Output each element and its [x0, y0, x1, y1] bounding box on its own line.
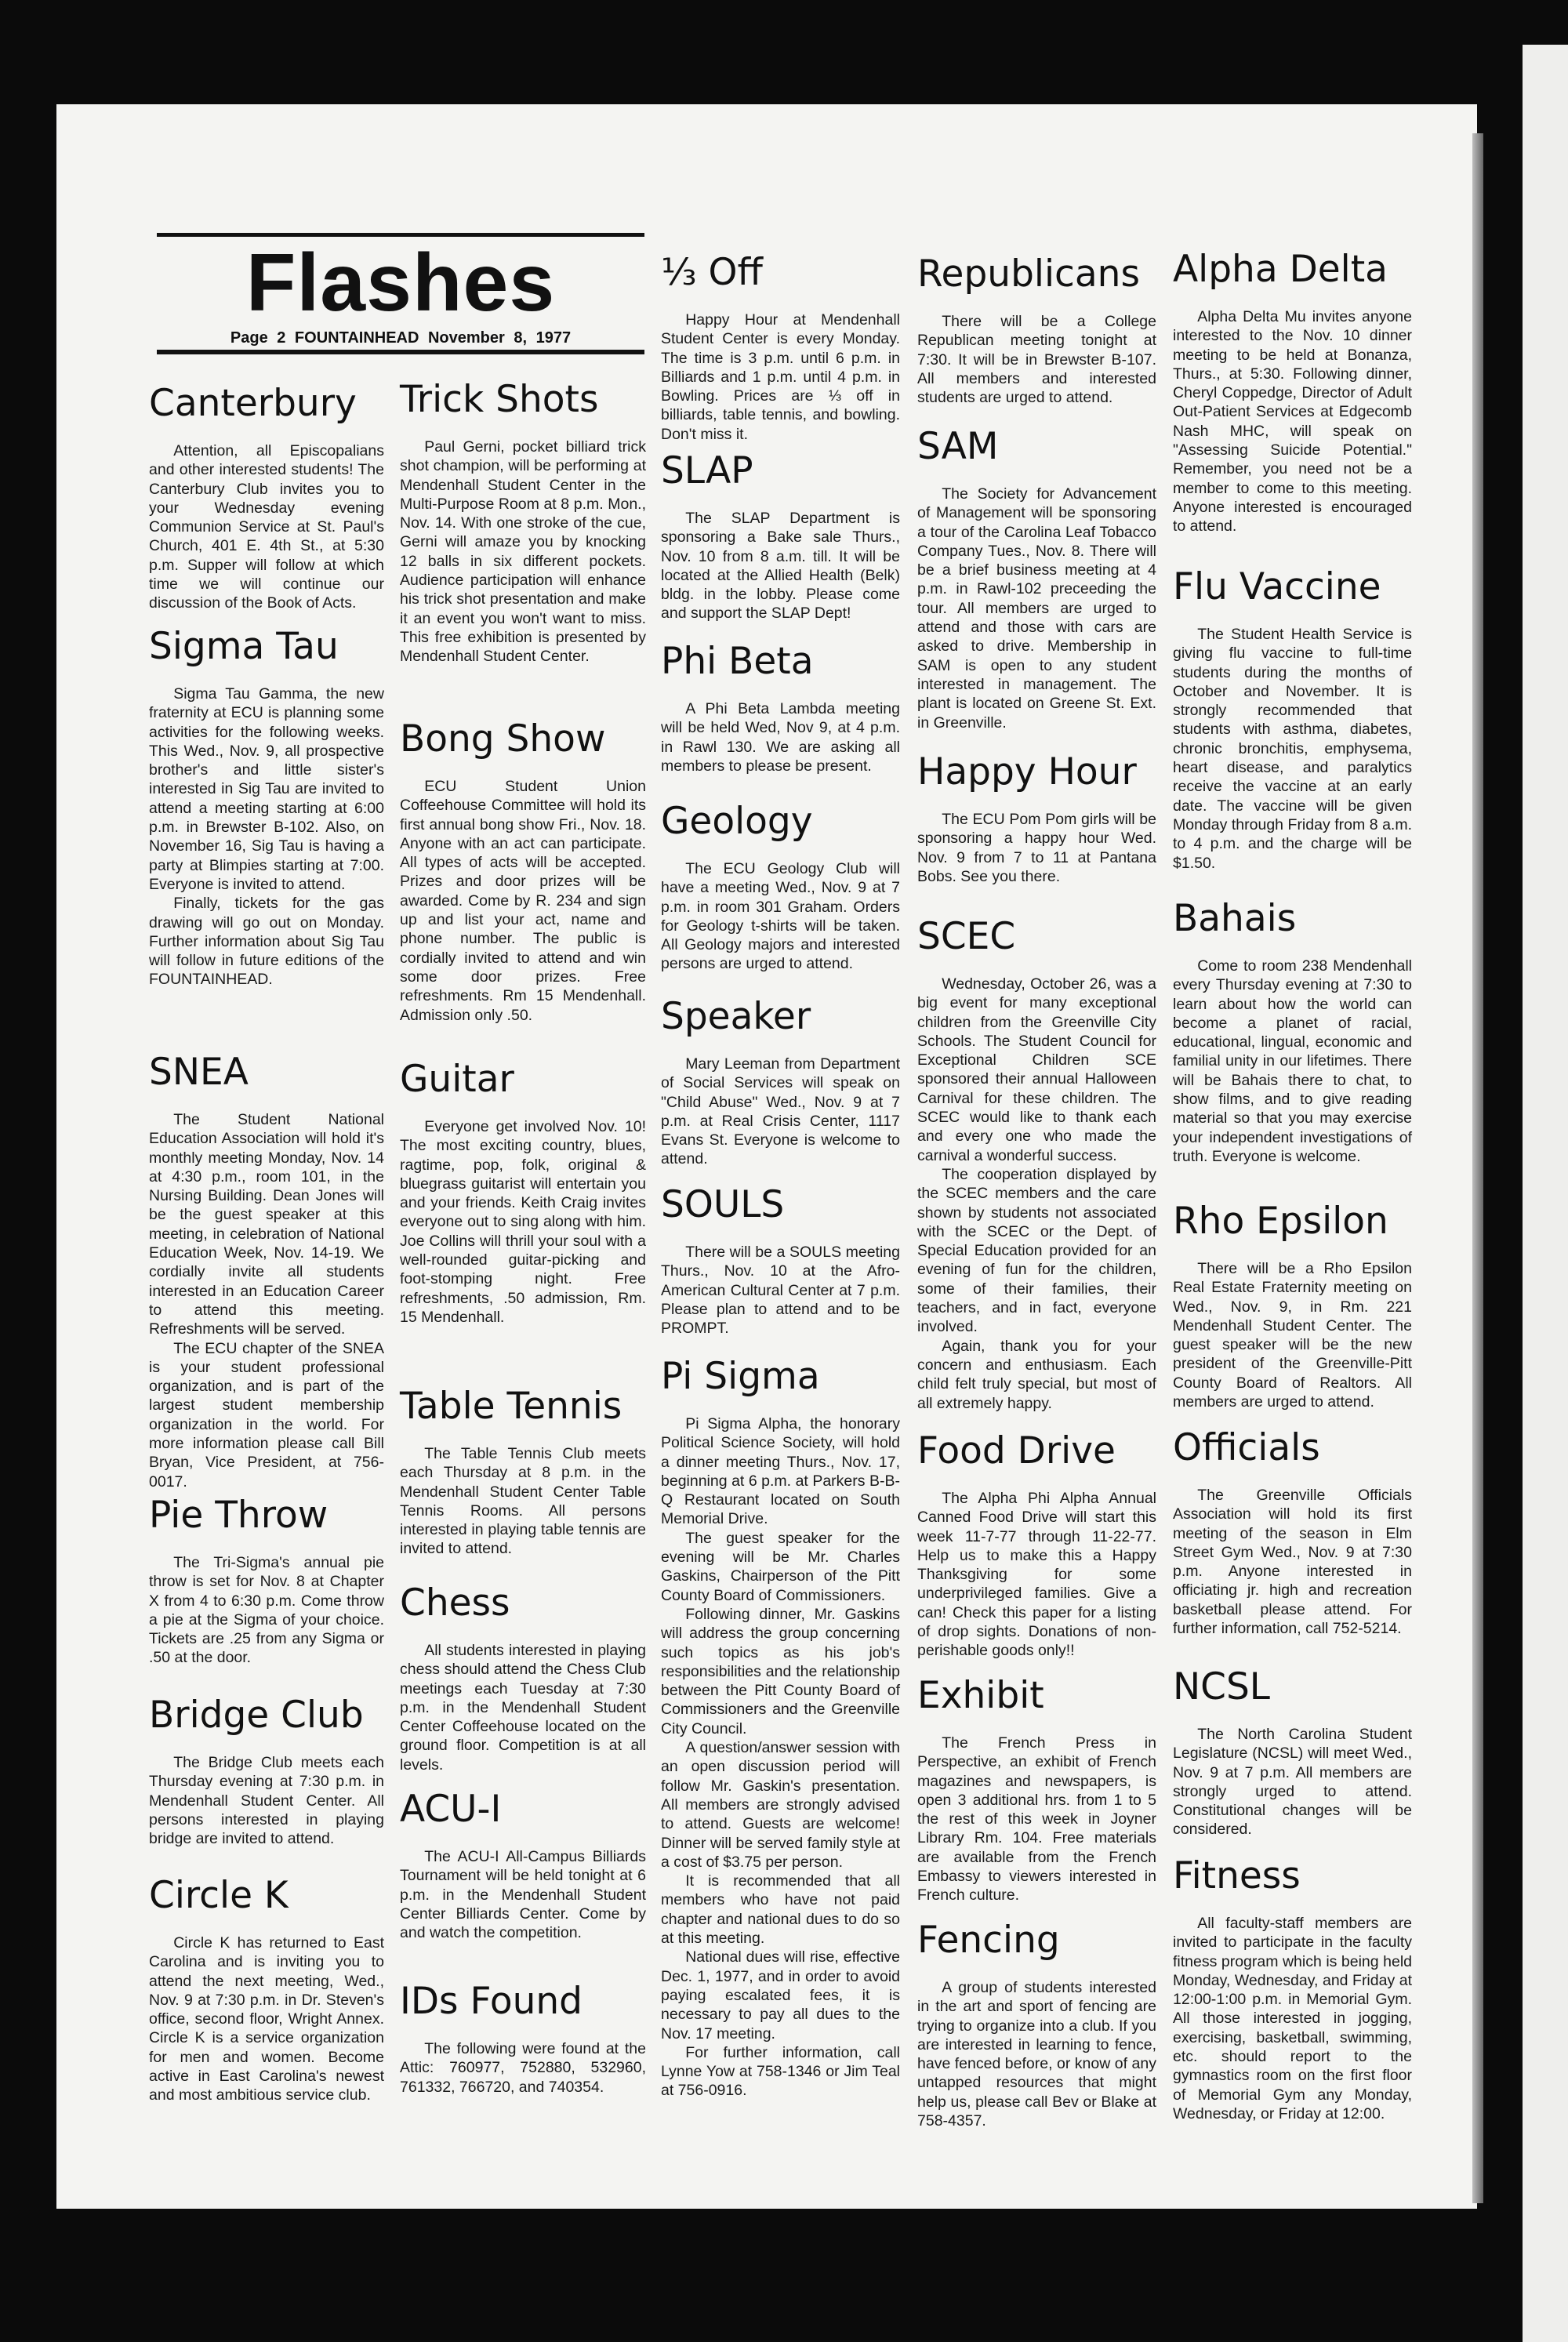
article-headline: Food Drive	[917, 1429, 1116, 1472]
article-paragraph: Alpha Delta Mu invites anyone interested to the Nov. 10 dinner meeting to be held at Bonanza, Thurs., at 5:30. Following dinner, Cheryl Coppedge, Director of Adult Out-Patient Services at Edgecomb Nash MHC, will speak on "Assessing Suicide Potential." Remember, you need not be a member to come to this meeting. Anyone interested is encouraged to attend.	[1173, 308, 1412, 536]
article-paragraph: For further information, call Lynne Yow at 758-1346 or Jim Teal at 756-0916.	[661, 2043, 900, 2100]
article-paragraph: The ECU chapter of the SNEA is your student professional organization, and is part of the largest student membership organization in the world. For more information please call Bill Bryan, Vice President, at 756-0017.	[149, 1339, 384, 1491]
article-paragraph: Attention, all Episcopalians and other interested students! The Canterbury Club invites you to your Wednesday evening Communion Service at St. Paul's Church, 401 E. 4th St., at 5:30 p.m. Supper will follow at which time we will continue our discussion of the Book of Acts.	[149, 442, 384, 612]
article-paragraph: The Tri-Sigma's annual pie throw is set for Nov. 8 at Chapter X from 4 to 6:30 p.m. Come throw a pie at the Sigma of your choice. Tickets are .25 from any Sigma or .50 at the door.	[149, 1554, 384, 1667]
article-sigma-tau	[149, 623, 384, 989]
article-paragraph: There will be a College Republican meeting tonight at 7:30. It will be in Brewster B-107. All members and interested students are urged to attend.	[917, 313, 1156, 407]
article-flu-vaccine	[1173, 564, 1412, 873]
masthead-bottom-rule	[157, 350, 644, 354]
article-phi-beta	[661, 638, 900, 775]
article-paragraph: The Alpha Phi Alpha Annual Canned Food Drive will start this week 11-7-77 through 11-22-77. Help us to make this a Happy Thanksgiving for some underprivileged families. Give a can! Check this paper for a listing of drop sights. Donations of non-perishable goods only!!	[917, 1490, 1156, 1660]
article-headline: Fencing	[917, 1919, 1060, 1962]
article-pie-throw	[149, 1492, 384, 1668]
article-headline: Trick Shots	[400, 378, 599, 421]
article-paragraph: Finally, tickets for the gas drawing will go out on Monday. Further information about Sig Tau will follow in future editions of the FOUNTAINHEAD.	[149, 895, 384, 989]
article-souls	[661, 1182, 900, 1338]
article-geology	[661, 798, 900, 974]
article-headline: Republicans	[917, 252, 1140, 296]
article-guitar	[400, 1056, 646, 1327]
article-bahais	[1173, 895, 1412, 1166]
article-headline: Phi Beta	[661, 640, 814, 683]
article-chess	[400, 1580, 646, 1774]
masthead-top-rule	[157, 233, 644, 237]
article-headline: Pie Throw	[149, 1494, 328, 1537]
article-paragraph: National dues will rise, effective Dec. 1, 1977, and in order to avoid paying escalated fees, it is necessary to pay all dues to the Nov. 17 meeting.	[661, 1948, 900, 2042]
article-headline: ACU-I	[400, 1788, 502, 1831]
article-paragraph: Wednesday, October 26, was a big event for many exceptional children from the Greenville City Schools. The Student Council for Exceptional Children SCE sponsored their annual Halloween Carnival for these children. The SCEC would like to thank each and every one who made the carnival a wonderful success.	[917, 975, 1156, 1164]
article-ids-found	[400, 1978, 646, 2097]
article-off	[661, 249, 900, 444]
article-happy-hour	[917, 749, 1156, 886]
article-sam	[917, 423, 1156, 732]
article-paragraph: Everyone get involved Nov. 10! The most exciting country, blues, ragtime, pop, folk, original & bluegrass guitarist will entertain you and your friends. Keith Craig invites everyone out to sing along with him. Joe Collins will thrill your soul with a well-rounded guitar-picking and foot-stomping night. Free refreshments, .50 admission, Rm. 15 Mendenhall.	[400, 1118, 646, 1326]
article-rho-epsilon	[1173, 1198, 1412, 1411]
article-paragraph: A group of students interested in the art and sport of fencing are trying to organize into a club. If you are interested in learning to fence, have fenced before, or know of any untapped resources that might help us, please call Bev or Blake at 758-4357.	[917, 1979, 1156, 2130]
article-paragraph: The Bridge Club meets each Thursday evening at 7:30 p.m. in Mendenhall Student Center. All persons interested in playing bridge are invited to attend.	[149, 1754, 384, 1848]
article-speaker	[661, 993, 900, 1169]
article-headline: Pi Sigma	[661, 1355, 820, 1398]
article-bong-show	[400, 716, 646, 1025]
article-headline: SNEA	[149, 1051, 249, 1094]
article-headline: Chess	[400, 1581, 510, 1625]
page-edge-shadow	[1472, 133, 1483, 2203]
article-slap	[661, 448, 900, 623]
section-title: Flashes	[245, 238, 556, 329]
article-paragraph: There will be a SOULS meeting Thurs., Nov. 10 at the Afro-American Cultural Center at 7 p.m. Please plan to attend and to be PROMPT.	[661, 1244, 900, 1338]
article-headline: Guitar	[400, 1058, 514, 1101]
article-circle-k	[149, 1872, 384, 2105]
article-paragraph: The cooperation displayed by the SCEC members and the care shown by students not associated with the SCEC or the Dept. of Special Education provided for an evening of fun for the children, some of their families, their teachers, and in fact, everyone involved.	[917, 1165, 1156, 1336]
article-paragraph: All students interested in playing chess should attend the Chess Club meetings each Tuesday at 7:30 p.m. in the Mendenhall Student Center Coffeehouse located on the ground floor. Competition is at all levels.	[400, 1642, 646, 1774]
article-headline: ⅓ Off	[661, 251, 763, 294]
article-paragraph: The ECU Geology Club will have a meeting Wed., Nov. 9 at 7 p.m. in room 301 Graham. Orders for Geology t-shirts will be taken. All Geology majors and interested persons are urged to attend.	[661, 860, 900, 973]
article-scec	[917, 913, 1156, 1413]
article-headline: Bridge Club	[149, 1694, 364, 1737]
article-headline: Canterbury	[149, 382, 357, 425]
article-paragraph: All faculty-staff members are invited to participate in the faculty fitness program which is being held Monday, Wednesday, and Friday at 12:00-1:00 p.m. in Memorial Gym. All those interested in jogging, exercising, basketball, swimming, etc. should report to the gymnastics room on the first floor of Memorial Gym any Monday, Wednesday, or Friday at 12:00.	[1173, 1915, 1412, 2122]
article-headline: Flu Vaccine	[1173, 565, 1381, 608]
article-acu-i	[400, 1786, 646, 1942]
article-trick-shots	[400, 376, 646, 666]
article-headline: Speaker	[661, 995, 811, 1038]
article-exhibit	[917, 1672, 1156, 1905]
article-paragraph: The Student Health Service is giving flu vaccine to full-time students during the months of October and November. It is strongly recommended that students with asthma, diabetes, chronic bronchitis, emphysema, heart disease, and paralytics receive the vaccine at an early date. The vaccine will be given Monday through Friday from 8 a.m. to 4 p.m. and the charge will be $1.50.	[1173, 626, 1412, 872]
article-headline: Sigma Tau	[149, 625, 339, 668]
article-paragraph: The following were found at the Attic: 760977, 752880, 532960, 761332, 766720, and 740354.	[400, 2040, 646, 2096]
article-paragraph: It is recommended that all members who have not paid chapter and national dues to do so at this meeting.	[661, 1872, 900, 1948]
article-paragraph: Mary Leeman from Department of Social Services will speak on "Child Abuse" Wed., Nov. 9 at 7 p.m. at Real Crisis Center, 1117 Evans St. Everyone is welcome to attend.	[661, 1055, 900, 1168]
article-canterbury	[149, 380, 384, 613]
article-paragraph: Happy Hour at Mendenhall Student Center is every Monday. The time is 3 p.m. until 6 p.m. in Billiards and 1 p.m. until 4 p.m. in Bowling. Prices are ⅓ off in billiards, table tennis, and bowling. Don't miss it.	[661, 311, 900, 443]
article-headline: Officials	[1173, 1426, 1320, 1469]
article-paragraph: The North Carolina Student Legislature (NCSL) will meet Wed., Nov. 9 at 7 p.m. All members are strongly urged to attend. Constitutional changes will be considered.	[1173, 1726, 1412, 1839]
article-headline: Table Tennis	[400, 1385, 622, 1428]
article-officials	[1173, 1425, 1412, 1638]
article-headline: SOULS	[661, 1183, 785, 1226]
article-headline: SCEC	[917, 915, 1016, 958]
article-paragraph: Pi Sigma Alpha, the honorary Political Science Society, will hold a dinner meeting Thurs., Nov. 17, beginning at 6 p.m. at Parkers B-B-Q Restaurant located on South Memorial Drive.	[661, 1415, 900, 1528]
article-paragraph: A Phi Beta Lambda meeting will be held Wed, Nov 9, at 4 p.m. in Rawl 130. We are asking all members to please be present.	[661, 700, 900, 775]
article-fitness	[1173, 1853, 1412, 2123]
article-paragraph: The ACU-I All-Campus Billiards Tournament will be held tonight at 6 p.m. in the Mendenhall Student Center Billiards Center. Come by and watch the competition.	[400, 1848, 646, 1942]
page-info-line: Page 2 FOUNTAINHEAD November 8, 1977	[230, 329, 572, 347]
article-paragraph: The French Press in Perspective, an exhibit of French magazines and newspapers, is open 3 additional hrs. from 1 to 5 the rest of this week in Joyner Library Rm. 104. Free materials are available from the French Embassy to viewers interested in French culture.	[917, 1734, 1156, 1904]
article-pi-sigma	[661, 1353, 900, 2101]
article-republicans	[917, 251, 1156, 407]
article-paragraph: The guest speaker for the evening will be Mr. Charles Gaskins, Chairperson of the Pitt County Board of Commissioners.	[661, 1529, 900, 1604]
article-paragraph: Paul Gerni, pocket billiard trick shot champion, will be performing at Mendenhall Student Center in the Multi-Purpose Room at 8 p.m. Mon., Nov. 14. With one stroke of the cue, Gerni will amaze you by knocking 12 balls in six different pockets. Audience participation will enhance his trick shot presentation and make it an event you won't want to miss. This free exhibition is presented by Mendenhall Student Center.	[400, 438, 646, 666]
article-paragraph: ECU Student Union Coffeehouse Committee will hold its first annual bong show Fri., Nov. 18. Anyone with an act can participate. All types of acts will be accepted. Prizes and door prizes will be awarded. Come by R. 234 and sign up and list your act, name and phone number. The public is cordially invited to attend and win some door prizes. Free refreshments. Rm 15 Mendenhall. Admission only .50.	[400, 778, 646, 1024]
article-food-drive	[917, 1428, 1156, 1661]
article-paragraph: The SLAP Department is sponsoring a Bake sale Thurs., Nov. 10 from 8 a.m. till. It will be located at the Allied Health (Belk) bldg. in the lobby. Please come and support the SLAP Dept!	[661, 510, 900, 623]
adjacent-page-edge	[1523, 45, 1568, 2342]
article-paragraph: The ECU Pom Pom girls will be sponsoring a happy hour Wed. Nov. 9 from 7 to 11 at Pantana Bobs. See you there.	[917, 811, 1156, 885]
article-paragraph: The Table Tennis Club meets each Thursday at 8 p.m. in the Mendenhall Student Center Table Tennis Rooms. All persons interested in playing table tennis are invited to attend.	[400, 1445, 646, 1558]
article-headline: Circle K	[149, 1874, 289, 1917]
article-paragraph: There will be a Rho Epsilon Real Estate Fraternity meeting on Wed., Nov. 9, in Rm. 221 Mendenhall Student Center. The guest speaker will be the new president of the Greenville-Pitt County Board of Realtors. All members are urged to attend.	[1173, 1260, 1412, 1411]
article-paragraph: The Greenville Officials Association will hold its first meeting of the season in Elm Street Gym Wed., Nov. 9 at 7:30 p.m. Anyone interested in officiating jr. high and recreation basketball please attend. For further information, call 752-5214.	[1173, 1487, 1412, 1638]
article-paragraph: Sigma Tau Gamma, the new fraternity at ECU is planning some activities for the following weeks. This Wed., Nov. 9, all prospective brother's and little sister's interested in Sig Tau are invited to attend a meeting starting at 6:00 p.m. in Brewster B-102. Also, on November 16, Sig Tau is having a party at Blimpies starting at 7:00. Everyone is invited to attend.	[149, 685, 384, 893]
article-headline: NCSL	[1173, 1665, 1270, 1708]
article-paragraph: The Society for Advancement of Management will be sponsoring a tour of the Carolina Leaf Tobacco Company Tues., Nov. 8. There will be a brief business meeting at 4 p.m. in Rawl-102 preceeding the tour. All members are urged to attend and those with cars are asked to drive. Membership in SAM is open to any student interested in management. The plant is located on Greene St. Ext. in Greenville.	[917, 485, 1156, 732]
article-headline: Geology	[661, 800, 813, 843]
article-paragraph: The Student National Education Association will hold it's monthly meeting Monday, Nov. 14 at 4:30 p.m., room 101, in the Nursing Building. Dean Jones will be the guest speaker at this meeting, in celebration of National Education Week, Nov. 14-19. We cordially invite all students interested in an Education Career to attend this meeting. Refreshments will be served.	[149, 1111, 384, 1338]
article-headline: Happy Hour	[917, 750, 1137, 793]
article-alpha-delta	[1173, 246, 1412, 536]
article-headline: Fitness	[1173, 1854, 1301, 1897]
article-bridge-club	[149, 1692, 384, 1848]
article-paragraph: Following dinner, Mr. Gaskins will address the group concerning such topics as his job's responsibilities and the relationship between the Pitt County Board of Commissioners and the Greenville City Council.	[661, 1605, 900, 1737]
article-ncsl	[1173, 1664, 1412, 1839]
article-paragraph: Come to room 238 Mendenhall every Thursday evening at 7:30 to learn about how the world can become a planet of racial, educational, lingual, economic and familial unity in our lifetimes. There will be Bahais there to chat, to show films, and to give reading material so that you may exercise your independent investigations of truth. Everyone is welcome.	[1173, 957, 1412, 1165]
article-headline: Bahais	[1173, 897, 1297, 940]
article-headline: SAM	[917, 425, 999, 468]
article-paragraph: A question/answer session with an open discussion period will follow Mr. Gaskin's presentation. All members are strongly advised to attend. Guests are welcome! Dinner will be served family style at a cost of $3.75 per person.	[661, 1739, 900, 1871]
article-snea	[149, 1049, 384, 1491]
article-headline: SLAP	[661, 449, 753, 492]
article-paragraph: Again, thank you for your concern and enthusiasm. Each child felt truly special, but most of all extremely happy.	[917, 1337, 1156, 1412]
article-headline: Bong Show	[400, 717, 606, 761]
article-fencing	[917, 1917, 1156, 2130]
article-headline: Rho Epsilon	[1173, 1200, 1388, 1243]
article-headline: Alpha Delta	[1173, 248, 1388, 291]
article-table-tennis	[400, 1383, 646, 1559]
article-headline: IDs Found	[400, 1980, 583, 2023]
article-paragraph: Circle K has returned to East Carolina and is inviting you to attend the next meeting, Wed., Nov. 9 at 7:30 p.m. in Dr. Steven's office, second floor, Wright Annex. Circle K is a service organization for men and women. Become active in East Carolina's newest and most ambitious service club.	[149, 1934, 384, 2104]
article-headline: Exhibit	[917, 1674, 1044, 1717]
